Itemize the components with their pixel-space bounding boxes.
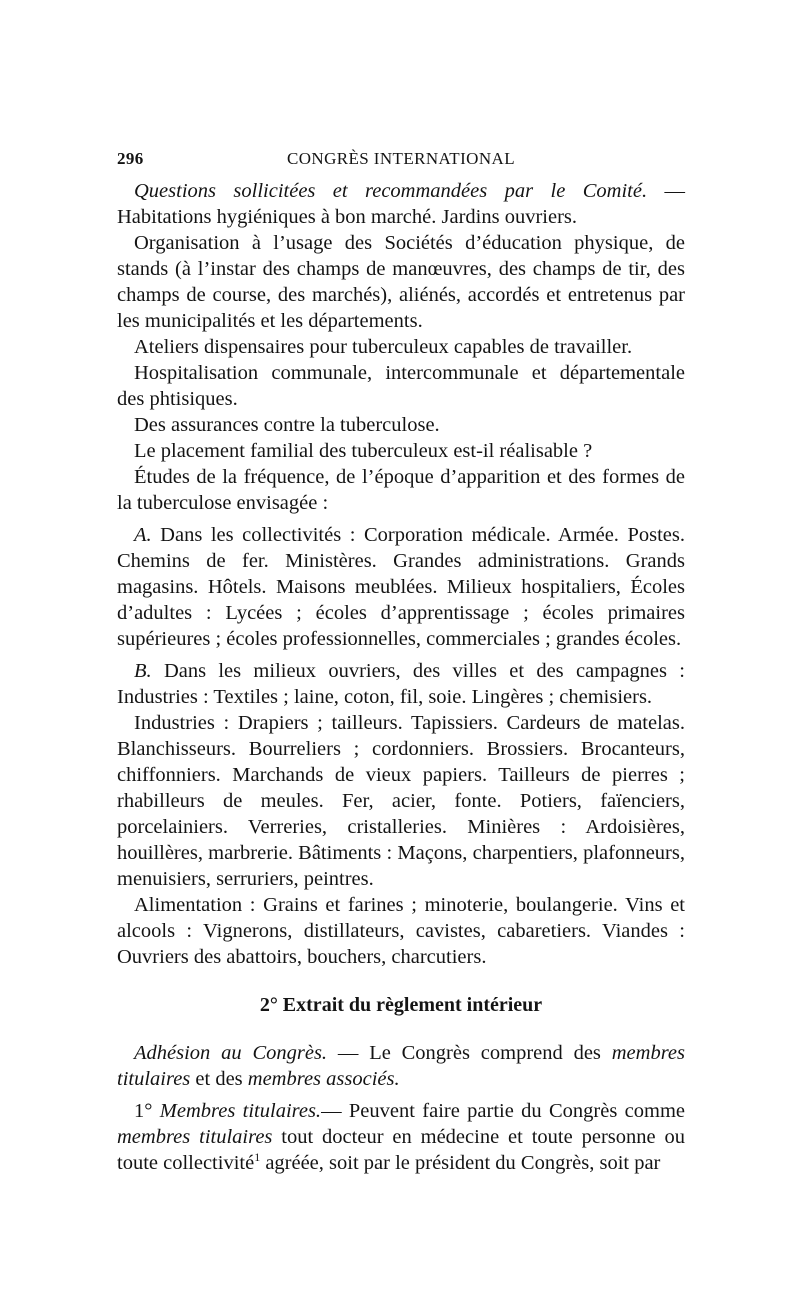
adhesion-term-titulaires: membres titulaires [117, 1042, 685, 1090]
label-a: A. [134, 524, 152, 546]
paragraph-questions [117, 178, 685, 230]
page-header [117, 149, 685, 173]
adhesion-text-a: — Le Congrès comprend des [327, 1042, 612, 1064]
membres-term: membres titulaires [117, 1126, 273, 1148]
paragraph-membres-titulaires [117, 1098, 685, 1176]
membres-text-b: tout docteur en médecine et toute personne ou toute collectivité [117, 1126, 685, 1174]
adhesion-term-associes: membres associés. [247, 1068, 400, 1090]
page-body [117, 178, 685, 1176]
paragraph-placement: Le placement familial des tuberculeux est-il réalisable ? [134, 440, 593, 462]
membres-text-a: — Peuvent faire partie du Congrès comme [321, 1100, 686, 1122]
milieux-text: Dans les milieux ouvriers, des villes et des campagnes : Industries : Textiles ; laine, coton, fil, soie. Lingères ; chemisiers. [117, 660, 685, 708]
running-title: CONGRÈS INTERNATIONAL [287, 149, 515, 168]
footnote-marker: 1 [254, 1150, 261, 1165]
paragraph-alimentation: Alimentation : Grains et farines ; minoterie, boulangerie. Vins et alcools : Vignerons, distillateurs, cavistes, cabaretiers. Viandes : Ouvriers des abattoirs, bouchers, charcutiers. [117, 894, 685, 968]
collectivites-text: Dans les collectivités : Corporation médicale. Armée. Postes. Chemins de fer. Ministères. Grandes administrations. Grands magasins. Hôtels. Maisons meublées. Milieux hospitaliers, Écoles d’adultes : Lycées ; écoles d’apprentissage ; écoles primaires supérieures ; écoles professionnelles, commerciales ; grandes écoles. [117, 524, 685, 650]
adhesion-title: Adhésion au Congrès. [134, 1042, 328, 1064]
paragraph-assurances: Des assurances contre la tuberculose. [134, 414, 440, 436]
label-b: B. [134, 660, 152, 682]
membres-titulaires-title: Membres titulaires. [159, 1100, 322, 1122]
paragraph-etudes: Études de la fréquence, de l’époque d’apparition et des formes de la tuberculose envisagée : [117, 466, 685, 514]
paragraph-organisation: Organisation à l’usage des Sociétés d’éducation physique, de stands (à l’instar des champs de manœuvres, des champs de tir, des champs de course, des marchés), aliénés, accordés et entretenus par les municipalités et les départements. [117, 232, 685, 332]
rule-number: 1° [134, 1100, 160, 1122]
paragraph-industries: Industries : Drapiers ; tailleurs. Tapissiers. Cardeurs de matelas. Blanchisseurs. Bourreliers ; cordonniers. Brossiers. Brocanteurs, chiffonniers. Marchands de vieux papiers. Tailleurs de pierres ; rhabilleurs de meules. Fer, acier, fonte. Potiers, faïenciers, porcelainiers. Verreries, cristalleries. Minières : Ardoisières, houillères, marbrerie. Bâtiments : Maçons, charpentiers, plafonneurs, menuisiers, serruriers, peintres. [117, 712, 685, 890]
membres-text-c: agréée, soit par le président du Congrès, soit par [260, 1152, 661, 1174]
paragraph-ateliers: Ateliers dispensaires pour tuberculeux capables de travailler. [134, 336, 633, 358]
paragraph-collectivites [117, 522, 685, 652]
paragraph-adhesion [117, 1040, 685, 1092]
questions-title: Questions sollicitées et recommandées par le Comité. [134, 180, 648, 202]
adhesion-text-b: et des [190, 1068, 248, 1090]
paragraph-milieux-ouvriers [117, 658, 685, 710]
section-heading: 2° Extrait du règlement intérieur [259, 994, 543, 1016]
paragraph-hospitalisation: Hospitalisation communale, intercommunale et départementale des phtisiques. [117, 362, 685, 410]
questions-text: — Habitations hygiéniques à bon marché. Jardins ouvriers. [117, 180, 686, 228]
page-number: 296 [117, 149, 144, 168]
